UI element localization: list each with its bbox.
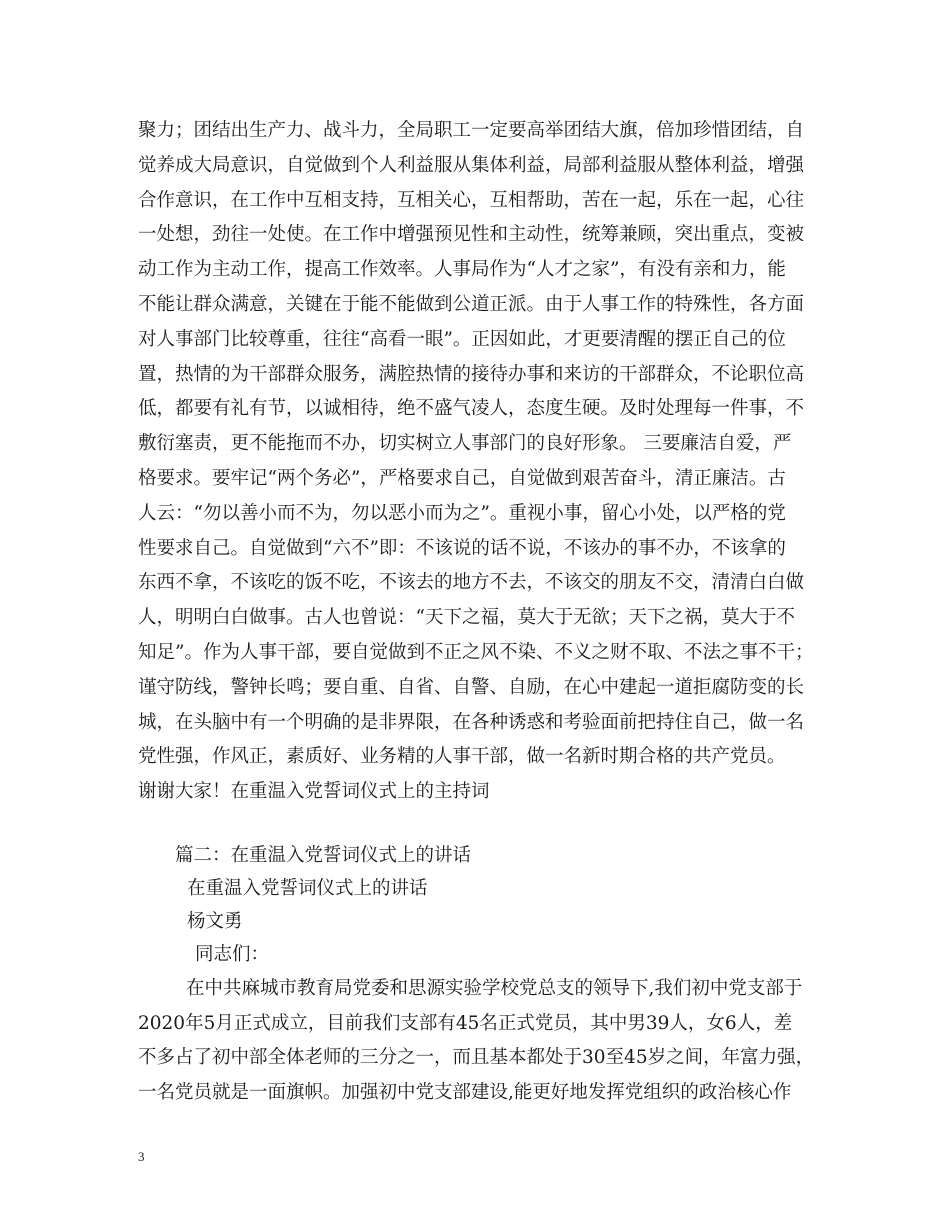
body-line: 低，都要有礼有节，以诚相待，绝不盛气凌人，态度生硬。及时处理每一件事，不 [138,398,805,420]
body-line: 人云：“勿以善小而不为，勿以恶小而为之”。重视小事，留心小处，以严格的党 [138,502,786,524]
body-line: 敷衍塞责，更不能拖而不办，切实树立人事部门的良好形象。 三要廉洁自爱，严 [138,433,792,455]
body-line: 一处想，劲往一处使。在工作中增强预见性和主动性，统筹兼顾，突出重点，变被 [138,224,805,246]
body-line: 谨守防线，警钟长鸣；要自重、自省、自警、自励，在心中建起一道拒腐防变的长 [138,676,805,698]
body-line: 对人事部门比较尊重，往往“高看一眼”。正因如此，才更要清醒的摆正自己的位 [138,328,786,350]
speech-line: 不多占了初中部全体老师的三分之一，而且基本都处于30至45岁之间，年富力强， [138,1047,815,1068]
body-line: 合作意识，在工作中互相支持，互相关心，互相帮助，苦在一起，乐在一起，心往 [138,189,805,211]
body-line: 置，热情的为干部群众服务，满腔热情的接待办事和来访的干部群众，不论职位高 [138,363,805,385]
body-line: 觉养成大局意识，自觉做到个人利益服从集体利益，局部利益服从整体利益，增强 [138,154,805,176]
body-line: 格要求。要牢记“两个务必”，严格要求自己，自觉做到艰苦奋斗，清正廉洁。古 [138,468,786,489]
body-line: 党性强，作风正，素质好、业务精的人事干部，做一名新时期合格的共产党员。 [138,746,786,768]
speech-line: 2020年5月正式成立，目前我们支部有45名正式党员，其中男39人，女6人，差 [138,1012,793,1034]
body-line: 东西不拿，不该吃的饭不吃，不该去的地方不去，不该交的朋友不交，清清白白做 [138,572,805,594]
speech-line: 在中共麻城市教育局党委和思源实验学校党总支的领导下,我们初中党支部于 [186,978,803,999]
speaker-name: 杨文勇 [187,911,243,932]
body-line: 知足”。作为人事干部，要自觉做到不正之风不染、不义之财不取、不法之事不干； [138,642,814,663]
speech-line: 一名党员就是一面旗帜。加强初中党支部建设,能更好地发挥党组织的政治核心作 [138,1081,792,1103]
body-line: 城，在头脑中有一个明确的是非界限，在各种诱惑和考验面前把持住自己，做一名 [138,711,805,733]
body-line: 聚力；团结出生产力、战斗力，全局职工一定要高举团结大旗，倍加珍惜团结，自 [138,120,805,141]
speech-title: 在重温入党誓词仪式上的讲话 [187,878,428,899]
body-line: 人，明明白白做事。古人也曾说：“天下之福，莫大于无欲；天下之祸，莫大于不 [138,607,795,629]
body-line: 不能让群众满意，关键在于能不能做到公道正派。由于人事工作的特殊性，各方面 [138,294,805,315]
salutation: 同志们： [195,944,270,965]
chapter-heading: 篇二：在重温入党誓词仪式上的讲话 [175,845,472,866]
body-line: 谢谢大家！在重温入党誓词仪式上的主持词 [138,781,490,803]
body-line: 动工作为主动工作，提高工作效率。人事局作为“人才之家”，有没有亲和力，能 [138,259,786,281]
page-number: 3 [138,1149,145,1164]
body-line: 性要求自己。自觉做到“六不”即：不该说的话不说，不该办的事不办，不该拿的 [138,537,786,559]
